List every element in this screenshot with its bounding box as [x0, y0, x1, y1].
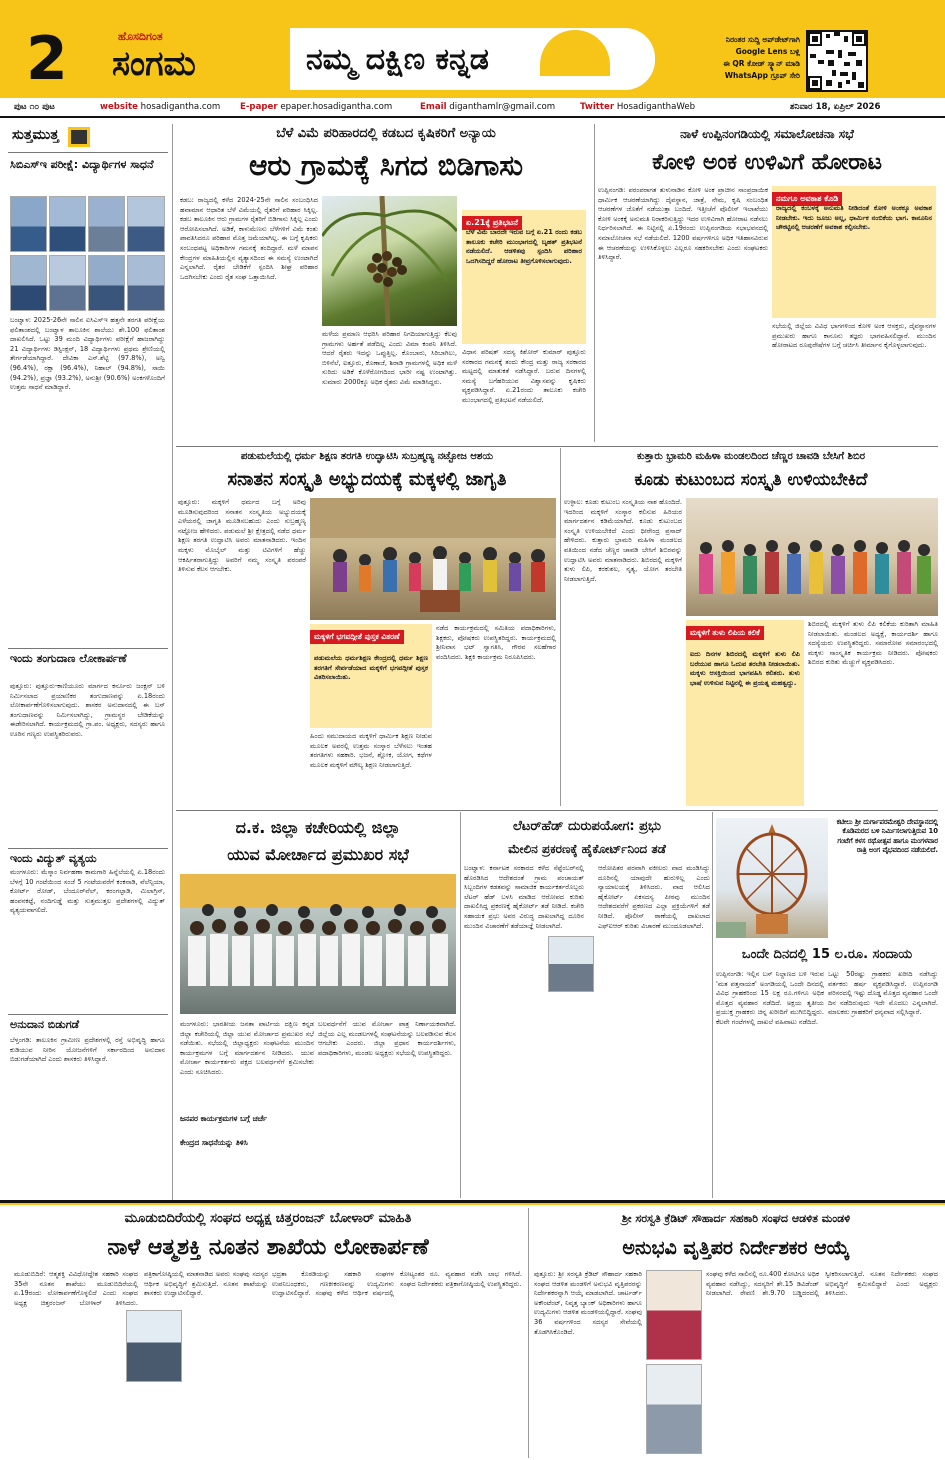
lead-box-body: ಬೆಳೆ ವಿಮೆ ಬಾರದೇ ಇರುವ ಬಗ್ಗೆ ಏ.21 ರಂದು ಕಡಬ ತಾಲೂಕು ಕಚೇರಿ ಮುಂಭಾಗದಲ್ಲಿ ಬೃಹತ್ ಪ್ರತಿಭಟನೆ ನಡೆಯಲಿದೆ. ಆಡಳಿತವು ಸ್ಪಂದಿಸಿ ಪರಿಹಾರ ಒದಗಿಸದಿದ್ದರೆ ಹೋರಾಟ ತೀವ್ರಗೊಳಿಸಲಾಗುವುದು. [466, 228, 582, 265]
director-portrait-woman [646, 1270, 702, 1360]
saraswati-body-1: ಪುತ್ತೂರು: ಶ್ರೀ ಸರಸ್ವತಿ ಕ್ರೆಡಿಟ್ ಸೌಹಾರ್ದ ಸಹಕಾರಿ ಸಂಘದ ಆಡಳಿತ ಮಂಡಳಿಗೆ ಅನುಭವಿ ವೃತ್ತಿಪರರನ್ನು ನಿರ್ದೇಶಕರನ್ನಾಗಿ ಆಯ್ಕೆ ಮಾಡಲಾಗಿದೆ. ಚಾರ್ಟರ್ಡ್ ಅಕೌಂಟೆಂಟ್, ನಿವೃತ್ತ ಬ್ಯಾಂಕ್ ಅಧಿಕಾರಿಗಳು ಹಾಗೂ ಉದ್ಯಮಿಗಳು ಆಡಳಿತ ಮಂಡಳಿಯಲ್ಲಿದ್ದಾರೆ. ಸಂಘವು 36 ವರ್ಷಗಳಿಂದ ಸದಸ್ಯರ ಸೇವೆಯಲ್ಲಿ ತೊಡಗಿಸಿಕೊಂಡಿದೆ. [534, 1270, 642, 1336]
lead-body-3: ವಿಧಾನ ಪರಿಷತ್ ಸದಸ್ಯ ಕಿಶೋರ್ ಕುಮಾರ್ ಪುತ್ತೂರು ಸರಕಾರದ ಗಮನಕ್ಕೆ ತಂದು ಕೇಂದ್ರ ಮತ್ತು ರಾಜ್ಯ ಸರಕಾರದ ಮಟ್ಟದಲ್ಲಿ ಮಾತುಕತೆ ನಡೆಸಿದ್ದಾರೆ. ಬರುವ ದಿನಗಳಲ್ಲಿ ಸಮಸ್ಯೆ ಬಗೆಹರಿಯುವ ವಿಶ್ವಾಸವನ್ನು ಕೃಷಿಕರು ವ್ಯಕ್ತಪಡಿಸಿದ್ದಾರೆ. ಏ.21ರಂದು ತಾಲೂಕು ಕಚೇರಿ ಮುಂಭಾಗದಲ್ಲಿ ಪ್ರತಿಭಟನೆ ನಡೆಯಲಿದೆ. [462, 348, 586, 404]
sidebar-story3-body: ಮಂಗಳೂರು: ಮೆಸ್ಕಾಂ ನಿರ್ವಹಣಾ ಕಾಮಗಾರಿ ಹಿನ್ನೆಲೆಯಲ್ಲಿ ಏ.18ರಂದು ಬೆಳಗ್ಗೆ 10 ಗಂಟೆಯಿಂದ ಸಂಜೆ 5 ಗಂಟೆಯವರೆಗೆ ಕಂಕನಾಡಿ, ವೆಲೆನ್ಸಿಯಾ, ಕೋರ್ಟ್ ರೋಡ್, ಬೆಂದೂರ್‌ವೆಲ್, ಕರಂಗಲ್ಪಾಡಿ, ಮಿಲಾಗ್ರಿಸ್, ಹಂಪನಕಟ್ಟೆ, ನಂದಿಗುಡ್ಡೆ ಮತ್ತು ಸುತ್ತಮುತ್ತಲ ಪ್ರದೇಶಗಳಲ್ಲಿ ವಿದ್ಯುತ್ ವ್ಯತ್ಯಯವಾಗಲಿದೆ. [10, 868, 165, 915]
qr-code-icon[interactable] [806, 30, 868, 92]
column-book-icon [68, 127, 90, 147]
column-divider [712, 812, 713, 1198]
kuttaru-kicker: ಕುತ್ತಾರು ಭ್ರಾಮರಿ ಮಹಿಳಾ ಮಂಡಲದಿಂದ ಚೆಣ್ಣರ ಚಾವಡಿ ಬೇಸಿಗೆ ಶಿಬಿರ [636, 451, 866, 462]
lead-protest-box [462, 210, 586, 344]
padumale-box-label: ಮಕ್ಕಳಿಗೆ ಭಗವದ್ಗೀತೆ ಪುಸ್ತಕ ವಿತರಣೆ [310, 630, 404, 644]
sidebar-divider [172, 124, 173, 1200]
padumale-kicker: ಪಡುಮಲೆಯಲ್ಲಿ ಧರ್ಮ ಶಿಕ್ಷಣ ತರಗತಿ ಉದ್ಘಾಟಿಸಿ ಸುಬ್ರಹ್ಮಣ್ಯ ನಟ್ಟೋಜ ಆಶಯ [240, 451, 494, 462]
lead-kicker: ಬೆಳೆ ವಿಮೆ ಪರಿಹಾರದಲ್ಲಿ ಕಡಬದ ಕೃಷಿಕರಿಗೆ ಅನ್ಯಾಯ [276, 126, 496, 141]
sidebar-rule [8, 648, 168, 649]
email-block[interactable] [420, 98, 555, 116]
bjp-body-1: ಮಂಗಳೂರು: ಭಾರತೀಯ ಜನತಾ ಪಾರ್ಟಿಯ ದಕ್ಷಿಣ ಕನ್ನಡ ಜಿಲ್ಲಾ ಕಚೇರಿಯಲ್ಲಿ ಜಿಲ್ಲಾ ಯುವ ಮೋರ್ಚಾದ ಪ್ರಮುಖರ ಸಭೆ ನಡೆಯಿತು. ಸಭೆಯಲ್ಲಿ ಜಿಲ್ಲಾಧ್ಯಕ್ಷರು ಸಂಘಟನೆಯ ಮುಂದಿನ ಕಾರ್ಯಕ್ರಮಗಳ ಬಗ್ಗೆ ಮಾರ್ಗದರ್ಶನ ನೀಡಿದರು. ಯುವ ಮೋರ್ಚಾ ಕಾರ್ಯಕರ್ತರು ಪಕ್ಷದ ಬಲವರ್ಧನೆಗೆ ಶ್ರಮಿಸಬೇಕು ಎಂದು ಸೂಚಿಸಿದರು. [180, 1020, 314, 1076]
bjp-headline: ಯುವ ಮೋರ್ಚಾದ ಪ್ರಮುಖರ ಸಭೆ [227, 845, 409, 864]
sidebar-story2-body: ಪುತ್ತೂರು: ಪುತ್ತೂರು-ಕಾಣಿಯೂರು ಮಾರ್ಗದ ಕರ್ನೂರು ಜಂಕ್ಷನ್ ಬಳಿ ನಿರ್ಮಿಸಲಾದ ಪ್ರಯಾಣಿಕರ ತಂಗುದಾಣವನ್ನು ಏ.18ರಂದು ಲೋಕಾರ್ಪಣೆಗೊಳಿಸಲಾಗುವುದು. ಶಾಸಕರ ಅನುದಾನದಲ್ಲಿ ಈ ಬಸ್ ತಂಗುದಾಣವನ್ನು ನಿರ್ಮಿಸಲಾಗಿದ್ದು, ಗ್ರಾಮಸ್ಥರ ಬೇಡಿಕೆಯನ್ನು ಈಡೇರಿಸಲಾಗಿದೆ. ಕಾರ್ಯಕ್ರಮದಲ್ಲಿ ಗ್ರಾ.ಪಂ. ಅಧ್ಯಕ್ಷರು, ಸದಸ್ಯರು ಹಾಗೂ ಊರಿನ ಗಣ್ಯರು ಉಪಸ್ಥಿತರಿರುವರು. [10, 682, 165, 738]
student-photo [127, 196, 165, 252]
kolianka-headline: ಕೋಳಿ ಅಂಕ ಉಳಿವಿಗೆ ಹೋರಾಟ [652, 150, 882, 175]
sidebar-rule [8, 848, 168, 849]
page-number: 2 [26, 24, 68, 94]
sales-body-1: ಉಪ್ಪಿನಂಗಡಿ: ಇಲ್ಲಿನ ಬಸ್ ನಿಲ್ದಾಣದ ಬಳಿ ಇರುವ 'ಮತ ಪತ್ತನಾಯಕ' ಅಂಗಡಿಯಲ್ಲಿ ಒಂದೇ ದಿನದಲ್ಲಿ ವಿವಿಧ ಗ್ರಾಹಕರಿಂದ 15 ಲಕ್ಷ ರೂ.ಗಳಿಗೂ ಅಧಿಕ ಮೊತ್ತದ ವ್ಯವಹಾರ ನಡೆದಿದೆ. ಅಕ್ಷಯ ತೃತೀಯ ಪ್ರಯುಕ್ತ ಗ್ರಾಹಕರು ಚಿನ್ನ ಖರೀದಿಗೆ ಮುಗಿಬಿದ್ದಿದ್ದರು. ಕೆಲವೇ ಗಂಟೆಗಳಲ್ಲಿ ದಾಖಲೆ ವಹಿವಾಟು ನಡೆದಿದೆ. [716, 970, 824, 1026]
student-photo [49, 255, 86, 311]
epaper-label: E-paper [240, 102, 278, 112]
epaper-url[interactable]: epaper.hosadigantha.com [280, 102, 393, 112]
issue-date: ಶನಿವಾರ 18, ಏಪ್ರಿಲ್ 2026 [790, 102, 881, 112]
twitter-block[interactable] [580, 98, 695, 116]
kuttaru-camp-photo [686, 498, 938, 616]
student-photo [88, 255, 125, 311]
padumale-box [310, 624, 432, 728]
student-photo [88, 196, 125, 252]
page-count: ಪುಟ ೧೦ ಪುಟ [14, 102, 55, 112]
president-portrait [126, 1310, 182, 1382]
kolianka-box-label: ನಮಗೂ ಅವಕಾಶ ಕೊಡಿ [772, 192, 842, 206]
bottom-accent-yellow [0, 1203, 945, 1205]
saraswati-headline: ಅನುಭವಿ ವೃತ್ತಿಪರ ನಿರ್ದೇಶಕರ ಆಯ್ಕೆ [622, 1237, 850, 1259]
areca-palm-photo [322, 196, 457, 326]
info-bar [0, 98, 945, 118]
sidebar-column-title: ಸುತ್ತಮುತ್ತ [12, 127, 59, 143]
padumale-box-body: ಪಡುಮಲೆಯ ಧರ್ಮಶಿಕ್ಷಣ ಕೇಂದ್ರದಲ್ಲಿ ಧರ್ಮ ಶಿಕ್ಷಣ ತರಗತಿಗೆ ಸೇರ್ಪಡೆಯಾದ ಮಕ್ಕಳಿಗೆ ಭಗವದ್ಗೀತೆ ಪುಸ್ತಕ ವಿತರಿಸಲಾಯಿತು. [314, 654, 428, 682]
temple-caption: ಕಟೀಲು ಶ್ರೀ ದುರ್ಗಾಪರಮೇಶ್ವರಿ ದೇವಸ್ಥಾನದಲ್ಲಿ ಕೊಡಿಮರದ ಬಳಿ ನಿರ್ಮಿಸಲಾಗುತ್ತಿರುವ 10 ಗಂಟೆಗೆ ಕಳಸ ರಥೋತ್ಸವ ಹಾಗೂ ಮಂಗಳವಾರ ರಾತ್ರಿ ಅಂಗ ವೈಭವದಿಂದ ನಡೆಯಲಿದೆ. [836, 818, 938, 855]
kolianka-box [772, 186, 936, 318]
student-photo-grid [10, 196, 166, 312]
student-photo [127, 255, 165, 311]
epaper-block[interactable] [240, 98, 392, 116]
website-block[interactable] [100, 98, 220, 116]
sidebar-story1-body: ಬಂಟ್ವಾಳ: 2025-26ನೇ ಸಾಲಿನ ಐಸಿಎಸ್‌ಇ ಹತ್ತನೇ ತರಗತಿ ಪರೀಕ್ಷೆಯ ಫಲಿತಾಂಶದಲ್ಲಿ ಬಂಟ್ವಾಳ ತಾಲೂಕಿನ ಶಾಲೆಯು ಶೇ.100 ಫಲಿತಾಂಶ ದಾಖಲಿಸಿದೆ. ಒಟ್ಟು 39 ಮಂದಿ ವಿದ್ಯಾರ್ಥಿಗಳು ಪರೀಕ್ಷೆಗೆ ಹಾಜರಾಗಿದ್ದು 21 ವಿದ್ಯಾರ್ಥಿಗಳು ಡಿಸ್ಟಿಂಕ್ಷನ್, 18 ವಿದ್ಯಾರ್ಥಿಗಳು ಪ್ರಥಮ ಶ್ರೇಣಿಯಲ್ಲಿ ತೇರ್ಗಡೆಯಾಗಿದ್ದಾರೆ. ದೇವಿಕಾ ಎಸ್.ಶೆಟ್ಟಿ (97.8%), ಅನ್ವಿ (96.4%), ರಕ್ಷಾ (96.4%), ನಿಹಾಲ್ (94.8%), ಸಾಯಿ (94.2%), ಪ್ರಜ್ಞಾ (93.2%), ಅನುಶ್ರೀ (90.6%) ಅಂಕಗಳೊಂದಿಗೆ ಉತ್ತಮ ಸಾಧನೆ ಮಾಡಿದ್ದಾರೆ. [10, 316, 165, 392]
bjp-subhead-2: ಕೇಂದ್ರದ ಸಾಧನೆಯನ್ನು ತಿಳಿಸಿ [180, 1138, 248, 1147]
student-photo [10, 255, 47, 311]
sidebar-story2-head: ಇಂದು ತಂಗುದಾಣ ಲೋಕಾರ್ಪಣೆ [10, 652, 127, 665]
women-group-icon [686, 498, 938, 616]
kuttaru-headline: ಕೂಡು ಕುಟುಂಬದ ಸಂಸ್ಕೃತಿ ಉಳಿಯಬೇಕಿದೆ [634, 470, 868, 490]
kuttaru-box-label: ಮಕ್ಕಳಿಗೆ ತುಳು ಲಿಪಿಯ ಕಲಿಕೆ [686, 626, 764, 640]
letterhead-body-2: ಆರೋಪಿತರ ಪರವಾಗಿ ವಕೀಲರು ವಾದ ಮಂಡಿಸಿದ್ದು ದೂರಿನಲ್ಲಿ ಯಾವುದೇ ಹುರುಳಿಲ್ಲ ಎಂದು ನ್ಯಾಯಾಲಯಕ್ಕೆ ತಿಳಿಸಿದರು. ವಾದ ಆಲಿಸಿದ ಹೈಕೋರ್ಟ್ ಏಕಸದಸ್ಯ ಪೀಠವು ಮುಂದಿನ ಆದೇಶದವರೆಗೆ ಪ್ರಕರಣದ ಎಲ್ಲಾ ಪ್ರಕ್ರಿಯೆಗಳಿಗೆ ತಡೆ ನೀಡಿದೆ. ಪೊಲೀಸ್ ಠಾಣೆಯಲ್ಲಿ ದಾಖಲಾದ ಎಫ್‌ಐಆರ್ ಕುರಿತು ವಿಚಾರಣೆ ಮುಂದೂಡಲಾಗಿದೆ. [598, 864, 710, 930]
qr-line-1: ನಿರಂತರ ಸುದ್ದಿ ಅಪ್‌ಡೇಟ್‌ಗಾಗಿ [725, 35, 800, 44]
bjp-kicker: ದ.ಕ. ಜಿಲ್ಲಾ ಕಚೇರಿಯಲ್ಲಿ ಜಿಲ್ಲಾ [235, 818, 401, 837]
men-group-icon [180, 874, 456, 1014]
kuttaru-box [686, 620, 804, 806]
student-photo [10, 196, 47, 252]
email-label: Email [420, 102, 447, 112]
qr-line-2: Google Lens ಬಳ್ಲಿ [735, 47, 800, 56]
website-label: website [100, 102, 138, 112]
letterhead-headline: ಮೇಲಿನ ಪ್ರಕರಣಕ್ಕೆ ಹೈಕೋರ್ಟ್‌ನಿಂದ ತಡೆ [508, 842, 666, 856]
lead-body-1: ಕಡಬ: ರಾಜ್ಯದಲ್ಲಿ ಕಳೆದ 2024-25ನೇ ಸಾಲಿನ ಸಂಬಂಧಿಸಿದ ಹವಾಮಾನ ಆಧಾರಿತ ಬೆಳೆ ವಿಮೆಯಲ್ಲಿ ರೈತರಿಗೆ ಪರಿಹಾರ ಸಿಕ್ಕಿಲ್ಲ. ಕಡಬ ತಾಲೂಕಿನ ಆರು ಗ್ರಾಮಗಳ ರೈತರಿಗೆ ಬಿಡಿಗಾಸು ಸಿಕ್ಕಿಲ್ಲ ಎಂದು ಆರೋಪಿಸಲಾಗಿದೆ. ಅಡಿಕೆ, ಕಾಳುಮೆಣಸು ಬೆಳೆಗಳಿಗೆ ವಿಮೆ ಕಂತು ಪಾವತಿಸಿದರೂ ಪರಿಹಾರ ಮೊತ್ತ ಜಮೆಯಾಗಿಲ್ಲ. ಈ ಬಗ್ಗೆ ಕೃಷಿಕರು ಸಂಬಂಧಪಟ್ಟ ಅಧಿಕಾರಿಗಳ ಗಮನಕ್ಕೆ ತಂದಿದ್ದಾರೆ. ಮಳೆ ಮಾಪನ ಕೇಂದ್ರಗಳ ಮಾಹಿತಿಯಲ್ಲಿನ ವ್ಯತ್ಯಾಸದಿಂದ ಈ ಸಮಸ್ಯೆ ಉಂಟಾಗಿದೆ ಎನ್ನಲಾಗಿದೆ. ರೈತರ ಬೇಡಿಕೆಗೆ ಸ್ಪಂದಿಸಿ ಶೀಘ್ರ ಪರಿಹಾರ ಒದಗಿಸಬೇಕು ಎಂದು ರೈತ ಸಂಘ ಒತ್ತಾಯಿಸಿದೆ. [180, 196, 318, 281]
kolianka-box-body: ರಾಜ್ಯದಲ್ಲಿ ಕಂಬಳಕ್ಕೆ ಅನುಮತಿ ನೀಡಿದಂತೆ ಕೋಳಿ ಅಂಕಕ್ಕೂ ಅವಕಾಶ ನೀಡಬೇಕು. ಇದು ಜೂಜು ಅಲ್ಲ, ಧಾರ್ಮಿಕ ನಂಬಿಕೆಯ ಭಾಗ. ಕಾನೂನಿನ ಚೌಕಟ್ಟಿನಲ್ಲಿ ಆಚರಣೆಗೆ ಅವಕಾಶ ಕಲ್ಪಿಸಬೇಕು. [776, 204, 932, 232]
sidebar-story4-body: ಬೆಳ್ತಂಗಡಿ: ತಾಲೂಕಿನ ಗ್ರಾಮೀಣ ಪ್ರದೇಶಗಳಲ್ಲಿ ರಸ್ತೆ ಅಭಿವೃದ್ಧಿ ಹಾಗೂ ಕುಡಿಯುವ ನೀರಿನ ಯೋಜನೆಗಳಿಗೆ ಸರ್ಕಾರದಿಂದ ಅನುದಾನ ಬಿಡುಗಡೆಯಾಗಿದೆ ಎಂದು ಶಾಸಕರು ತಿಳಿಸಿದ್ದಾರೆ. [10, 1036, 165, 1064]
moodbidri-body-2: ಭದ್ರತಾ ಕೊಠಡಿಯನ್ನು ಸಹಕಾರಿ ಸಂಘಗಳ ಉಪನಿಬಂಧಕರು, ಗಣಕೀಕರಣವನ್ನು ಉದ್ಯಮಿಗಳು ಉದ್ಘಾಟಿಸಲಿದ್ದಾರೆ. ಸಂಘವು ಕಳೆದ ಆರ್ಥಿಕ ವರ್ಷದಲ್ಲಿ ಕೋಟ್ಯಂತರ ರೂ. ವ್ಯವಹಾರ ನಡೆಸಿ ಲಾಭ ಗಳಿಸಿದೆ. ಸಂಘದ ನಿರ್ದೇಶಕರು ಪತ್ರಿಕಾಗೋಷ್ಠಿಯಲ್ಲಿ ಉಪಸ್ಥಿತರಿದ್ದರು. [272, 1270, 522, 1298]
student-photo [49, 196, 86, 252]
column-divider [528, 1208, 529, 1458]
sidebar-title-rule [8, 152, 168, 153]
brand-small: ಹೊಸದಿಗಂತ [118, 30, 163, 43]
saraswati-kicker: ಶ್ರೀ ಸರಸ್ವತಿ ಕ್ರೆಡಿಟ್ ಸೌಹಾರ್ದ ಸಹಕಾರಿ ಸಂಘದ ಆಡಳಿತ ಮಂಡಳಿ [621, 1212, 851, 1225]
areca-bunch-icon [322, 196, 457, 326]
lead-headline: ಆರು ಗ್ರಾಮಕ್ಕೆ ಸಿಗದ ಬಿಡಿಗಾಸು [248, 149, 524, 182]
accused-portrait [548, 936, 594, 992]
children-group-icon [310, 498, 556, 620]
column-divider [460, 812, 461, 1198]
sidebar-story3-head: ಇಂದು ವಿದ್ಯುತ್ ವ್ಯತ್ಯಯ [10, 852, 97, 865]
letterhead-kicker: ಲೆಟರ್‌ಹೆಡ್ ದುರುಪಯೋಗ: ಪ್ರಭು [512, 819, 662, 834]
temple-chariot-icon [716, 818, 828, 938]
kolianka-kicker: ನಾಳೆ ಉಪ್ಪಿನಂಗಡಿಯಲ್ಲಿ ಸಮಾಲೋಚನಾ ಸಭೆ [680, 127, 854, 141]
edition-title: ನಮ್ಮ ದಕ್ಷಿಣ ಕನ್ನಡ [306, 42, 489, 77]
section-rule [176, 446, 938, 447]
sales-body-2: ಒಟ್ಟು 50ರಷ್ಟು ಗ್ರಾಹಕರು ಖರೀದಿ ನಡೆಸಿದ್ದು ವರ್ತಕರು ಹರ್ಷ ವ್ಯಕ್ತಪಡಿಸಿದ್ದಾರೆ. ಉಪ್ಪಿನಂಗಡಿ ಪರಿಸರದಲ್ಲಿ ಇಷ್ಟು ದೊಡ್ಡ ಮೊತ್ತದ ವ್ಯವಹಾರ ಒಂದೇ ದಿನ ನಡೆದಿರುವುದು ಇದೇ ಮೊದಲು ಎನ್ನಲಾಗಿದೆ. ಮಾಲಕರು ಗ್ರಾಹಕರಿಗೆ ಧನ್ಯವಾದ ಸಲ್ಲಿಸಿದ್ದಾರೆ. [828, 970, 938, 1017]
moodbidri-body-1: ಮೂಡುಬಿದಿರೆ: ಆತ್ಮಶಕ್ತಿ ವಿವಿಧೋದ್ದೇಶ ಸಹಕಾರಿ ಸಂಘದ 35ನೇ ನೂತನ ಶಾಖೆಯು ಮೂಡುಬಿದಿರೆಯಲ್ಲಿ ಏ.19ರಂದು ಲೋಕಾರ್ಪಣೆಗೊಳ್ಳಲಿದೆ ಎಂದು ಸಂಘದ ಅಧ್ಯಕ್ಷ ಚಿತ್ತರಂಜನ್ ಬೋಳಾರ್ ತಿಳಿಸಿದರು. ಪತ್ರಿಕಾಗೋಷ್ಠಿಯಲ್ಲಿ ಮಾತನಾಡಿದ ಅವರು ಸಂಘವು ಸದಸ್ಯರ ಆರ್ಥಿಕ ಅಭಿವೃದ್ಧಿಗೆ ಶ್ರಮಿಸುತ್ತಿದೆ. ನೂತನ ಶಾಖೆಯನ್ನು ಶಾಸಕರು ಉದ್ಘಾಟಿಸಲಿದ್ದಾರೆ. [14, 1270, 268, 1307]
moodbidri-kicker: ಮೂಡುಬಿದಿರೆಯಲ್ಲಿ ಸಂಘದ ಅಧ್ಯಕ್ಷ ಚಿತ್ತರಂಜನ್ ಬೋಳಾರ್ ಮಾಹಿತಿ [124, 1211, 412, 1226]
saraswati-body-2: ಸಂಘವು ಕಳೆದ ಸಾಲಿನಲ್ಲಿ ರೂ.400 ಕೋಟಿಗೂ ಅಧಿಕ ವ್ಯವಹಾರ ನಡೆಸಿದ್ದು, ಸದಸ್ಯರಿಗೆ ಶೇ.15 ಡಿವಿಡೆಂಡ್ ನೀಡಲಾಗಿದೆ. ಠೇವಣಿ ಶೇ.9.70 ಬಡ್ಡಿದರದಲ್ಲಿ ಸ್ವೀಕರಿಸಲಾಗುತ್ತಿದೆ. ನೂತನ ನಿರ್ದೇಶಕರು ಸಂಘದ ಅಭಿವೃದ್ಧಿಗೆ ಶ್ರಮಿಸಲಿದ್ದಾರೆ ಎಂದು ಅಧ್ಯಕ್ಷರು ತಿಳಿಸಿದರು. [706, 1270, 938, 1298]
padumale-body-3: ನಡೆದ ಕಾರ್ಯಕ್ರಮದಲ್ಲಿ ಸಮಿತಿಯ ಪದಾಧಿಕಾರಿಗಳು, ಶಿಕ್ಷಕರು, ಪೋಷಕರು ಉಪಸ್ಥಿತರಿದ್ದರು. ಕಾರ್ಯಕ್ರಮದಲ್ಲಿ ಶ್ರೀನಿವಾಸ ಭಟ್ ಸ್ವಾಗತಿಸಿ, ಗೌರವ ಸಲಹೆಗಾರ ವಂದಿಸಿದರು. ಶಿಕ್ಷಕಿ ಕಾರ್ಯಕ್ರಮ ನಿರೂಪಿಸಿದರು. [436, 624, 556, 661]
column-divider [560, 448, 561, 806]
kuttaru-body-1: ಉಳ್ಳಾಲ: ಕೂಡು ಕುಟುಂಬ ಸಂಸ್ಕೃತಿಯ ನಾಶ ಹೊಂದಿದೆ. ಇದರಿಂದ ಮಕ್ಕಳಿಗೆ ಸಂಸ್ಕಾರ ಕಲಿಸುವ ಹಿರಿಯರ ಮಾರ್ಗದರ್ಶನ ಕಡಿಮೆಯಾಗಿದೆ. ಕೂಡು ಕುಟುಂಬದ ಸಂಸ್ಕೃತಿ ಉಳಿಯಬೇಕಿದೆ ಎಂದು ಧೀರೇಂದ್ರ ಪ್ರಸಾದ್ ಹೇಳಿದರು. ಕುತ್ತಾರು ಭ್ರಾಮರಿ ಮಹಿಳಾ ಮಂಡಲದ ವತಿಯಿಂದ ನಡೆದ ಚೆಣ್ಣರ ಚಾವಡಿ ಬೇಸಿಗೆ ಶಿಬಿರವನ್ನು ಉದ್ಘಾಟಿಸಿ ಅವರು ಮಾತನಾಡಿದರು. ಶಿಬಿರದಲ್ಲಿ ಮಕ್ಕಳಿಗೆ ತುಳು ಲಿಪಿ, ಕರಕುಶಲ, ನೃತ್ಯ, ಯೋಗ ತರಬೇತಿ ನೀಡಲಾಗುತ್ತಿದೆ. [564, 498, 682, 583]
qr-line-4: WhatsApp ಗ್ರೂಪ್ ಸೇರಿ [724, 71, 800, 80]
qr-promo-text [660, 34, 800, 82]
bjp-subhead-1: ಜನಪರ ಕಾರ್ಯಕ್ರಮಗಳ ಬಗ್ಗೆ ಚರ್ಚೆ [180, 1114, 268, 1123]
padumale-body-2: ಹಿಂದು ಸಮುದಾಯದ ಮಕ್ಕಳಿಗೆ ಧಾರ್ಮಿಕ ಶಿಕ್ಷಣ ನೀಡುವ ಮೂಲಕ ಅವರಲ್ಲಿ ಉತ್ತಮ ಸಂಸ್ಕಾರ ಬೆಳೆಸಲು ಇಂತಹ ತರಗತಿಗಳು ಸಹಕಾರಿ. ಭಜನೆ, ಶ್ಲೋಕ, ಯೋಗ, ಕಥೆಗಳ ಮೂಲಕ ಮಕ್ಕಳಿಗೆ ಮೌಲ್ಯ ಶಿಕ್ಷಣ ನೀಡಲಾಗುತ್ತಿದೆ. [310, 732, 432, 769]
kolianka-body-1: ಉಪ್ಪಿನಂಗಡಿ: ಪರಂಪರಾಗತ ತುಳುನಾಡಿನ ಕೋಳಿ ಅಂಕ ಪ್ರಾಚೀನ ಸಾಂಪ್ರದಾಯಿಕ ಧಾರ್ಮಿಕ ಆಚರಣೆಯಾಗಿದ್ದು ದೈವಸ್ಥಾನ, ಜಾತ್ರೆ, ನೇಮ, ಕೃಷಿ ಸಂಬಂಧಿತ ಆಚರಣೆಗಳ ಜೊತೆಗೆ ನಡೆಯುತ್ತಾ ಬಂದಿದೆ. ಇತ್ತೀಚೆಗೆ ಪೊಲೀಸ್ ಇಲಾಖೆಯು ಕೋಳಿ ಅಂಕಕ್ಕೆ ಅನುಮತಿ ನಿರಾಕರಿಸುತ್ತಿದ್ದು ಇದರ ಉಳಿವಿಗಾಗಿ ಹೋರಾಟ ನಡೆಸಲು ನಿರ್ಧರಿಸಲಾಗಿದೆ. ಈ ನಿಟ್ಟಿನಲ್ಲಿ ಏ.19ರಂದು ಉಪ್ಪಿನಂಗಡಿಯ ಸಭಾಭವನದಲ್ಲಿ ಸಮಾಲೋಚನಾ ಸಭೆ ನಡೆಯಲಿದೆ. 1200 ವರ್ಷಗಳಿಗೂ ಅಧಿಕ ಇತಿಹಾಸವಿರುವ ಈ ಆಚರಣೆಯನ್ನು ಉಳಿಸಿಕೊಳ್ಳಲು ಎಲ್ಲರೂ ಸಹಕರಿಸಬೇಕು ಎಂದು ಸಂಘಟಕರು ತಿಳಿಸಿದ್ದಾರೆ. [598, 186, 768, 262]
letterhead-body-1: ಬಂಟ್ವಾಳ: ಕರ್ನಾಟಕ ಸರಕಾರದ ಕಳೆದ ಸೆಪ್ಟೆಂಬರ್‌ನಲ್ಲಿ ಹೊರಡಿಸಿದ ಆದೇಶದಂತೆ ಗ್ರಾಮ ಪಂಚಾಯತ್ ಸಿಬ್ಬಂದಿಗಳ ಕಡತವನ್ನು ಸಾಮಾಜಿಕ ಕಾರ್ಯಕರ್ತರೊಬ್ಬರು ಲೆಟರ್ ಹೆಡ್ ಬಳಸಿ ಮಾಡಿದ ಆರೋಪದ ಕುರಿತು ದಾಖಲಿಸಿದ್ದ ಪ್ರಕರಣಕ್ಕೆ ಹೈಕೋರ್ಟ್ ತಡೆ ನೀಡಿದೆ. ಕಚೇರಿ ಸಹಾಯಕ ಪ್ರಭು ಅವರ ವಿರುದ್ಧ ದಾಖಲಾಗಿದ್ದ ದೂರಿನ ಮುಂದಿನ ವಿಚಾರಣೆಗೆ ತಡೆಯಾಜ್ಞೆ ನೀಡಲಾಗಿದೆ. [464, 864, 584, 930]
email-address[interactable]: diganthamlr@gmail.com [449, 102, 556, 112]
twitter-handle[interactable]: HosadiganthaWeb [616, 102, 696, 112]
sidebar-rule [8, 1014, 168, 1015]
kuttaru-body-2: ಶಿಬಿರದಲ್ಲಿ ಮಕ್ಕಳಿಗೆ ತುಳು ಲಿಪಿ ಕಲಿಕೆಯ ಕುರಿತಾಗಿ ಮಾಹಿತಿ ನೀಡಲಾಯಿತು. ಮಂಡಲದ ಅಧ್ಯಕ್ಷೆ, ಕಾರ್ಯದರ್ಶಿ ಹಾಗೂ ಸದಸ್ಯೆಯರು ಉಪಸ್ಥಿತರಿದ್ದರು. ಸಮಾರೋಪ ಸಮಾರಂಭದಲ್ಲಿ ಮಕ್ಕಳು ಸಾಂಸ್ಕೃತಿಕ ಕಾರ್ಯಕ್ರಮ ನೀಡಿದರು. ಪೋಷಕರು ಶಿಬಿರದ ಕುರಿತು ಮೆಚ್ಚುಗೆ ವ್ಯಕ್ತಪಡಿಸಿದರು. [808, 620, 938, 667]
qr-line-3: ಈ QR ಕೋಡ್ ಸ್ಕ್ಯಾನ್ ಮಾಡಿ [723, 59, 800, 68]
column-divider [594, 124, 595, 442]
kolianka-body-2: ಸಭೆಯಲ್ಲಿ ಜಿಲ್ಲೆಯ ವಿವಿಧ ಭಾಗಗಳಿಂದ ಕೋಳಿ ಅಂಕ ಆಸಕ್ತರು, ದೈವಸ್ಥಾನಗಳ ಪ್ರಮುಖರು ಹಾಗೂ ಕಾನೂನು ತಜ್ಞರು ಭಾಗವಹಿಸಲಿದ್ದಾರೆ. ಮುಂದಿನ ಹೋರಾಟದ ರೂಪುರೇಷೆಗಳ ಬಗ್ಗೆ ಚರ್ಚಿಸಿ ತೀರ್ಮಾನ ಕೈಗೊಳ್ಳಲಾಗುವುದು. [772, 322, 936, 350]
padumale-body-1: ಪುತ್ತೂರು: ಮಕ್ಕಳಿಗೆ ಧರ್ಮದ ಬಗ್ಗೆ ಅರಿವು ಮೂಡಿಸುವುದರಿಂದ ಸನಾತನ ಸಂಸ್ಕೃತಿಯ ಅಭ್ಯುದಯಕ್ಕೆ ಎಳೆಯರಲ್ಲಿ ಜಾಗೃತಿ ಮೂಡಿಸಬಹುದು ಎಂದು ಸುಬ್ರಹ್ಮಣ್ಯ ನಟ್ಟೋಜ ಹೇಳಿದರು. ಪಡುಮಲೆ ಶ್ರೀ ಕ್ಷೇತ್ರದಲ್ಲಿ ನಡೆದ ಧರ್ಮ ಶಿಕ್ಷಣ ತರಗತಿ ಉದ್ಘಾಟಿಸಿ ಅವರು ಮಾತನಾಡಿದರು. ಇಂದಿನ ಮಕ್ಕಳು ಮೊಬೈಲ್ ಮತ್ತು ಟಿವಿಗಳಿಗೆ ಹೆಚ್ಚು ಆಕರ್ಷಿತರಾಗುತ್ತಿದ್ದು ಅವರಿಗೆ ನಮ್ಮ ಸಂಸ್ಕೃತಿ ಪರಂಪರೆ ತಿಳಿಸುವ ಕೆಲಸ ಆಗಬೇಕು. [178, 498, 306, 574]
moodbidri-headline: ನಾಳೆ ಆತ್ಮಶಕ್ತಿ ನೂತನ ಶಾಖೆಯ ಲೋಕಾರ್ಪಣೆ [107, 1235, 429, 1260]
section-title: ಸಂಗಮ [112, 44, 196, 84]
kuttaru-box-body: ಐದು ದಿನಗಳ ಶಿಬಿರದಲ್ಲಿ ಮಕ್ಕಳಿಗೆ ತುಳು ಲಿಪಿ ಬರೆಯುವ ಹಾಗೂ ಓದುವ ತರಬೇತಿ ನೀಡಲಾಯಿತು. ಮಕ್ಕಳು ಆಸಕ್ತಿಯಿಂದ ಭಾಗವಹಿಸಿ ಕಲಿತರು. ತುಳು ಭಾಷೆ ಉಳಿಸುವ ನಿಟ್ಟಿನಲ್ಲಿ ಈ ಪ್ರಯತ್ನ ಮಹತ್ವದ್ದು. [690, 650, 800, 687]
website-url[interactable]: hosadigantha.com [140, 102, 221, 112]
padumale-class-photo [310, 498, 556, 620]
twitter-label: Twitter [580, 102, 615, 112]
sales-headline: ಒಂದೇ ದಿನದಲ್ಲಿ 15 ಲ.ರೂ. ಸಂದಾಯ [741, 947, 913, 962]
lead-body-2: ಮಳೆಯ ಪ್ರಮಾಣ ಆಧರಿಸಿ ಪರಿಹಾರ ನಿಗದಿಯಾಗುತ್ತಿದ್ದು ಕೆಲವು ಗ್ರಾಮಗಳು ಅರ್ಹತೆ ಪಡೆದಿಲ್ಲ ಎಂದು ವಿಮಾ ಕಂಪನಿ ತಿಳಿಸಿದೆ. ಆದರೆ ರೈತರು ಇದನ್ನು ಒಪ್ಪುತ್ತಿಲ್ಲ. ಕೊಂಬಾರು, ಸಿರಿಬಾಗಿಲು, ಬಿಳಿನೆಲೆ, ಐತ್ತೂರು, ಕೊಣಾಜೆ, ಶಿರಾಡಿ ಗ್ರಾಮಗಳಲ್ಲಿ ಅಧಿಕ ಮಳೆ ಸುರಿದು ಅಡಿಕೆ ಕೊಳೆರೋಗದಿಂದ ಭಾರೀ ನಷ್ಟ ಉಂಟಾಗಿತ್ತು. ಸುಮಾರು 2000ಕ್ಕೂ ಅಧಿಕ ರೈತರು ವಿಮೆ ಮಾಡಿಸಿದ್ದರು. [322, 330, 457, 386]
padumale-headline: ಸನಾತನ ಸಂಸ್ಕೃತಿ ಅಭ್ಯುದಯಕ್ಕೆ ಮಕ್ಕಳಲ್ಲಿ ಜಾಗೃತಿ [227, 469, 507, 490]
sidebar-story4-head: ಅನುದಾನ ಬಿಡುಗಡೆ [10, 1018, 80, 1031]
bjp-body-2: ಬಲವರ್ಧನೆಗೆ ಯುವ ಮೋರ್ಚಾ ಪಾತ್ರ ನಿರ್ಣಾಯಕವಾಗಿದೆ. ಜಿಲ್ಲೆಯ ಎಲ್ಲ ಮಂಡಲಗಳಲ್ಲಿ ಸಂಘಟನೆಯನ್ನು ಬಲಪಡಿಸುವ ಕೆಲಸ ಆಗಬೇಕು ಎಂದರು. ಜಿಲ್ಲಾ ಪ್ರಧಾನ ಕಾರ್ಯದರ್ಶಿಗಳು, ಪದಾಧಿಕಾರಿಗಳು, ಮಂಡಲ ಅಧ್ಯಕ್ಷರು ಸಭೆಯಲ್ಲಿ ಉಪಸ್ಥಿತರಿದ್ದರು. [318, 1020, 456, 1057]
bjp-meeting-photo [180, 874, 456, 1014]
lead-box-label: ಏ.21ಕ್ಕೆ ಪ್ರತಿಭಟನೆ [462, 216, 522, 230]
section-rule [176, 810, 938, 811]
sidebar-story1-head: ಸಿಬಿಎಸ್‌ಇ ಪರೀಕ್ಷೆ: ವಿದ್ಯಾರ್ಥಿಗಳ ಸಾಧನೆ [10, 158, 154, 171]
temple-photo [716, 818, 828, 938]
director-portrait-man [646, 1364, 702, 1454]
